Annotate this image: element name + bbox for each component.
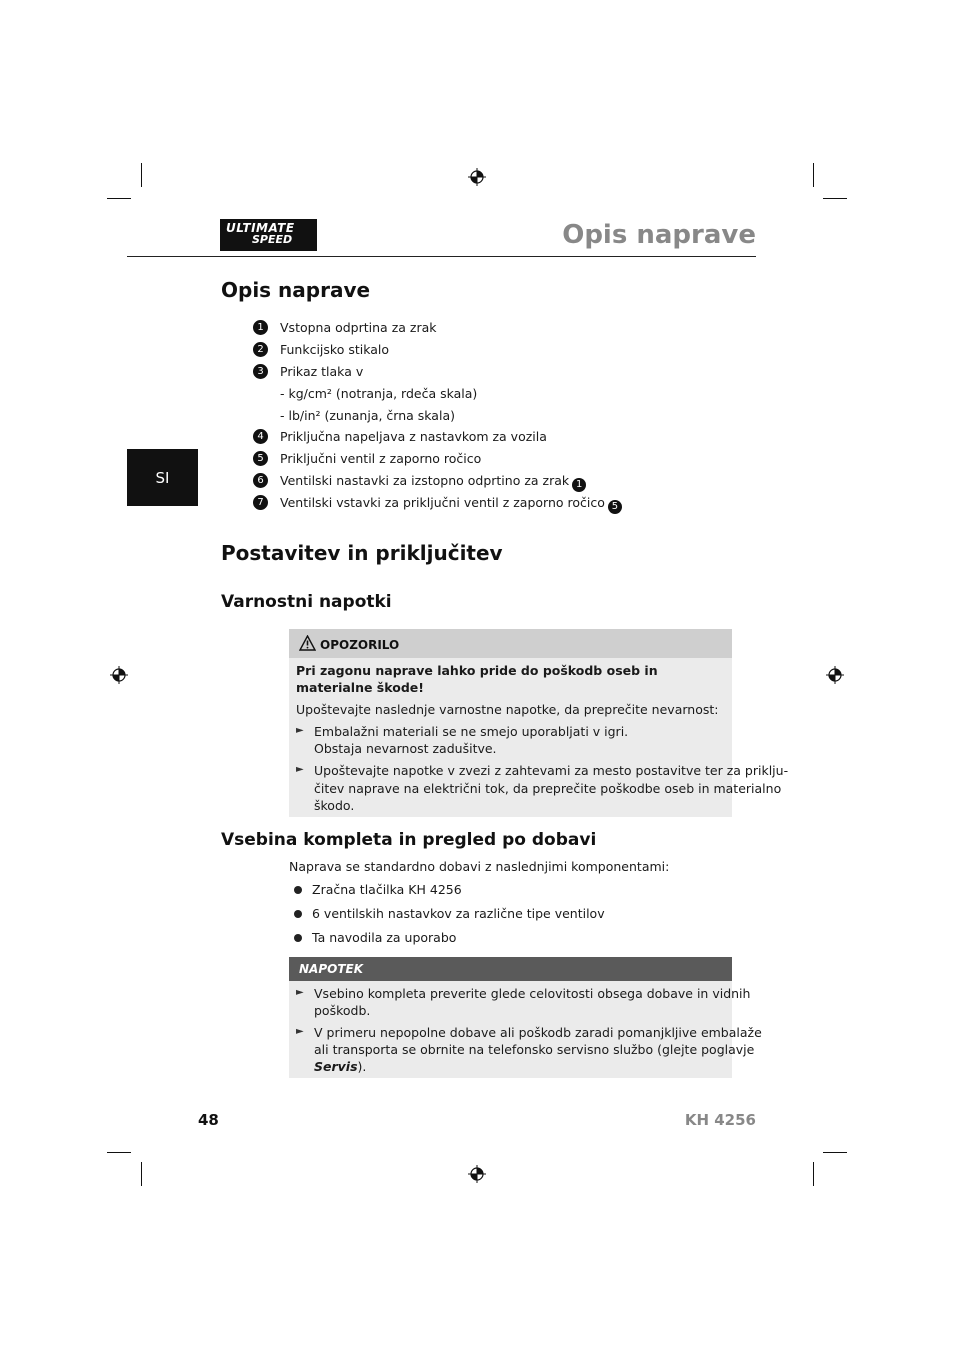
logo-line2: SPEED: [252, 233, 293, 246]
list-item: Zračna tlačilka KH 4256: [312, 882, 462, 897]
warning-item-line: škodo.: [314, 798, 355, 813]
subsection-title-contents: Vsebina kompleta in pregled po dobavi: [221, 830, 597, 850]
warning-item-line: Obstaja nevarnost zadušitve.: [314, 741, 497, 756]
list-item: Vstopna odprtina za zrak: [280, 320, 437, 335]
note-item-line: poškodb.: [314, 1003, 371, 1018]
registration-mark-icon: [826, 666, 844, 684]
logo-line1: ULTIMATE: [226, 221, 295, 235]
arrow-icon: ►: [296, 764, 304, 775]
registration-mark-icon: [468, 1165, 486, 1183]
note-item-line: ali transporta se obrnite na telefonsko servisno službo (glejte poglavje: [314, 1042, 755, 1057]
list-item: Funkcijsko stikalo: [280, 342, 390, 357]
note-label: NAPOTEK: [299, 962, 364, 976]
header-title: Opis naprave: [562, 220, 756, 250]
list-item-text: Ventilski vstavki za priključni ventil z zaporno ročico: [280, 495, 605, 510]
crop-mark: [141, 163, 142, 187]
bullet-icon: [294, 886, 302, 894]
list-subitem: - lb/in² (zunanja, črna skala): [280, 408, 455, 423]
item-reference: 5: [608, 500, 622, 514]
brand-logo: [220, 219, 317, 251]
header-divider: [127, 256, 756, 257]
item-number: 6: [253, 473, 268, 488]
language-tab: SI: [127, 449, 198, 506]
list-item: Priključni ventil z zaporno ročico: [280, 451, 482, 466]
arrow-icon: ►: [296, 1026, 304, 1037]
item-number: 1: [253, 320, 268, 335]
crop-mark: [107, 198, 131, 199]
list-item-text: Ventilski nastavki za izstopno odprtino za zrak: [280, 473, 570, 488]
warning-bold-text: Pri zagonu naprave lahko pride do poškodb oseb in materialne škode!: [296, 663, 658, 695]
note-item-line: Vsebino kompleta preverite glede celovitosti obsega dobave in vidnih: [314, 986, 751, 1001]
warning-item-line: čitev naprave na električni tok, da preprečite poškodbe oseb in materialno: [314, 781, 782, 796]
subsection-title-safety: Varnostni napotki: [221, 592, 392, 612]
note-header: [289, 957, 732, 981]
registration-mark-icon: [110, 666, 128, 684]
list-subitem: - kg/cm² (notranja, rdeča skala): [280, 386, 478, 401]
crop-mark: [813, 163, 814, 187]
arrow-icon: ►: [296, 725, 304, 736]
note-item-line: V primeru nepopolne dobave ali poškodb zaradi pomanjkljive embalaže: [314, 1025, 762, 1040]
list-item: [280, 495, 622, 514]
item-number: 4: [253, 429, 268, 444]
crop-mark: [813, 1162, 814, 1186]
crop-mark: [823, 1152, 847, 1153]
crop-mark: [107, 1152, 131, 1153]
list-item: Prikaz tlaka v: [280, 364, 364, 379]
registration-mark-icon: [468, 168, 486, 186]
note-end: ).: [357, 1059, 367, 1074]
item-number: 2: [253, 342, 268, 357]
warning-intro: Upoštevajte naslednje varnostne napotke, da preprečite nevarnost:: [296, 702, 719, 717]
list-item: Ta navodila za uporabo: [312, 930, 457, 945]
warning-item-line: Embalažni materiali se ne smejo uporabljati v igri.: [314, 724, 629, 739]
arrow-icon: ►: [296, 987, 304, 998]
warning-label: OPOZORILO: [320, 638, 400, 652]
warning-header: [289, 629, 732, 658]
list-item: [280, 473, 586, 492]
warning-item-line: Upoštevajte napotke v zvezi z zahtevami za mesto postavitve ter za priklju-: [314, 763, 789, 778]
contents-intro: Naprava se standardno dobavi z naslednjimi komponentami:: [289, 859, 670, 874]
model-number: KH 4256: [684, 1111, 756, 1129]
item-reference: 1: [572, 478, 586, 492]
bullet-icon: [294, 934, 302, 942]
list-item: Priključna napeljava z nastavkom za vozila: [280, 429, 547, 444]
section-title-setup: Postavitev in priključitev: [221, 541, 503, 565]
note-chapter-ref: Servis: [314, 1059, 358, 1074]
item-number: 7: [253, 495, 268, 510]
bullet-icon: [294, 910, 302, 918]
list-item: 6 ventilskih nastavkov za različne tipe ventilov: [312, 906, 605, 921]
page-number: 48: [198, 1111, 219, 1129]
item-number: 3: [253, 364, 268, 379]
warning-triangle-icon: [299, 635, 316, 651]
section-title-description: Opis naprave: [221, 278, 371, 302]
item-number: 5: [253, 451, 268, 466]
crop-mark: [141, 1162, 142, 1186]
crop-mark: [823, 198, 847, 199]
note-item-line: [314, 1058, 366, 1075]
